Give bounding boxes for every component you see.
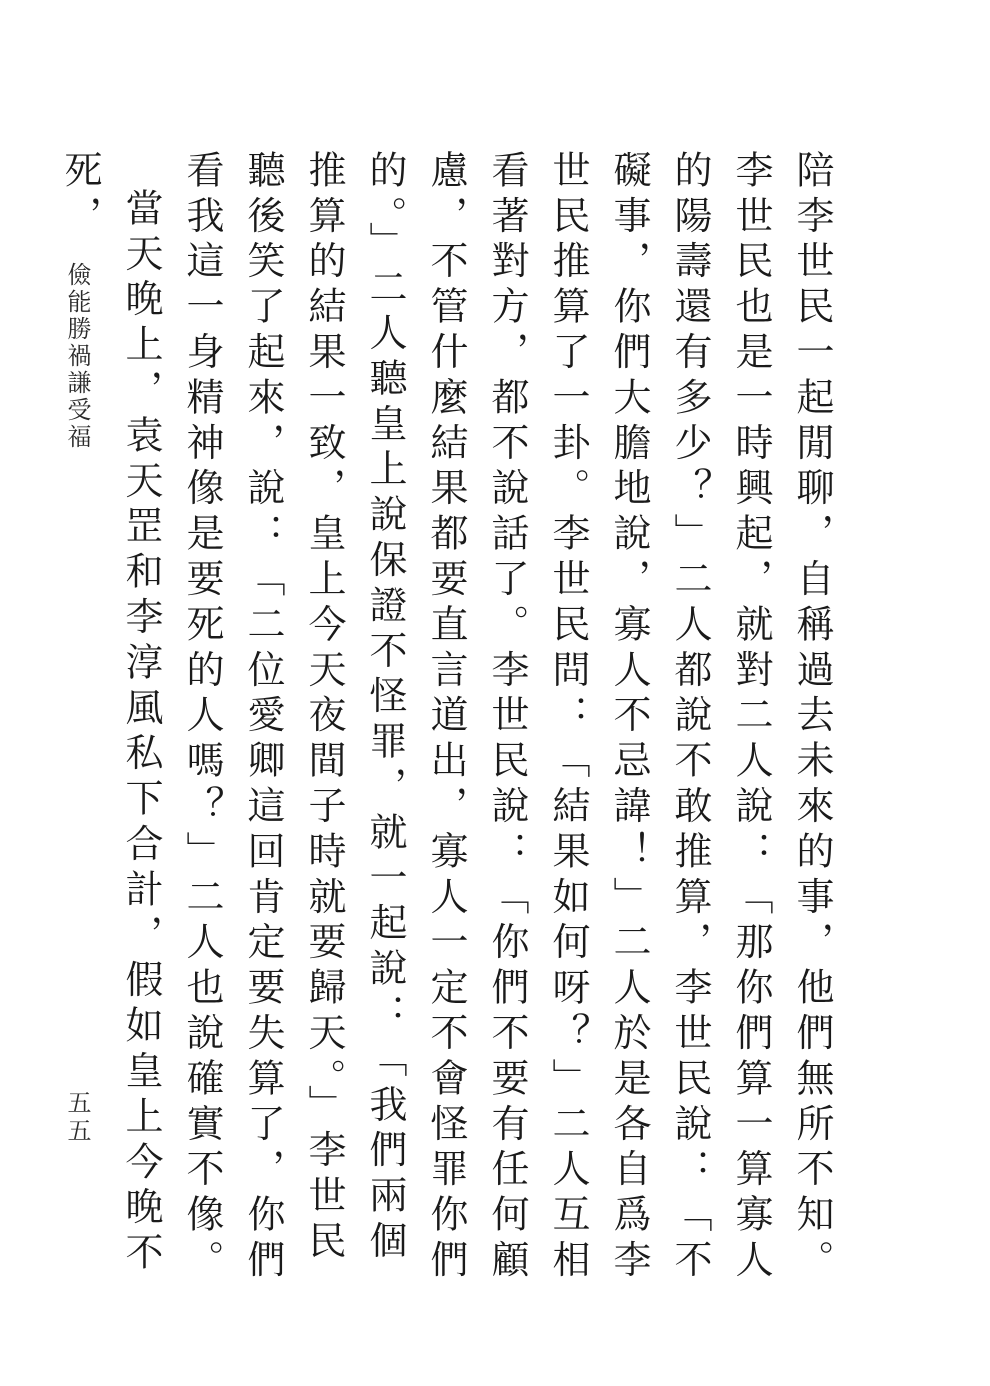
page-number: 五五 — [63, 1090, 91, 1146]
body-text — [49, 150, 842, 1300]
paragraph: 當天晚上，袁天罡和李淳風私下合計，假如皇上今晚不死， — [58, 150, 163, 1278]
paragraph: 陪李世民一起閒聊，自稱過去未來的事，他們無所不知。李世民也是一時興起，就對二人說：「那你們算一算寡人的陽壽還有多少？」二人都說不敢推算，李世民說：「不礙事，你們大膽地說，寡人不忌諱！」二人於是各自爲李世民推算了一卦。李世民問：「結果如何呀？」二人互相看著對方，都不說話了。李世民說：「你們不要有任何顧慮，不管什麼結果都要直言道出，寡人一定不會怪罪你們的。」二人聽皇上說保證不怪罪，就一起說：「我們兩個推算的結果一致，皇上今天夜間子時就要歸天。」李世民聽後笑了起來，說：「二位愛卿這回肯定要失算了，你們看我這一身精神像是要死的人嗎？」二人也說確實不像。 — [180, 150, 834, 1285]
running-title: 儉能勝禍謙受福 — [63, 262, 91, 451]
